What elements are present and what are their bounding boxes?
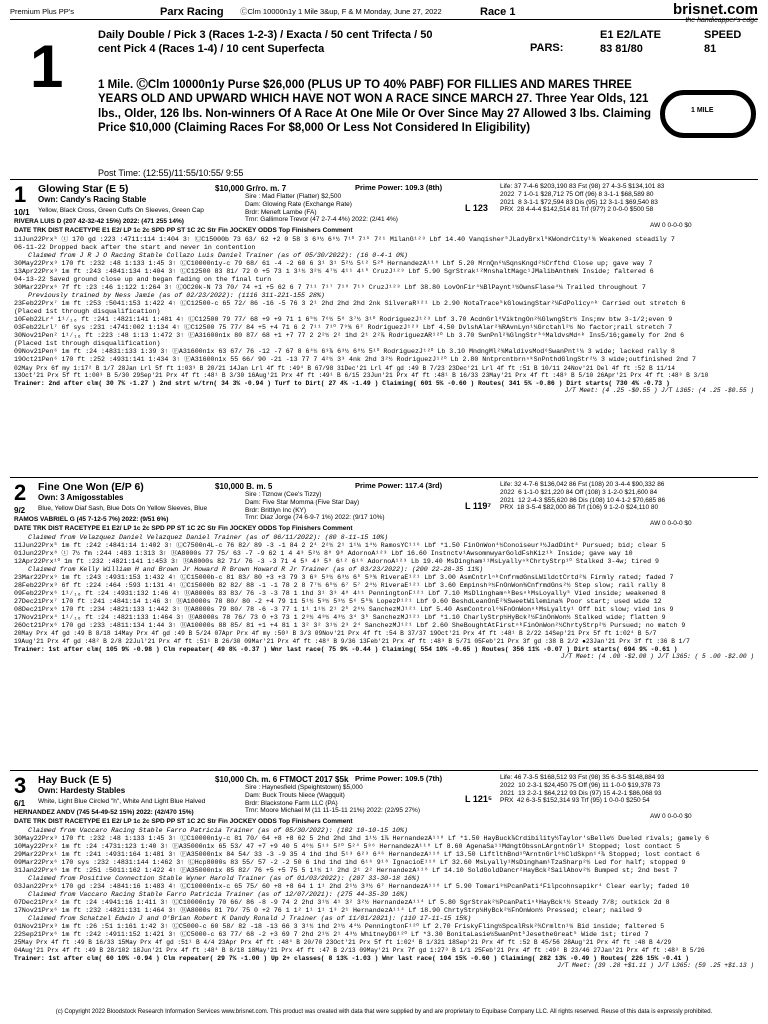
jockey-line: RIVERA LUIS D (207 42-32-42 15%) 2022: (471 255 14%) — [14, 218, 184, 225]
jockey-trainer-stats: J/T Meet: (39 .28 +$1.11 ) J/T L365: (59 .25 +$1.13 ) — [557, 962, 754, 970]
program-number: 2 — [14, 480, 27, 505]
prime-power: Prime Power: 109.3 (8th) — [355, 183, 443, 192]
pp-line: 01Nov21Prx³ 1m ft :26 :51 1:161 1:42 3↑ ⒸC5000-c 60 58/ 82 -18 -13 66 3 3¹½ 1hd 2¹½ 4⁴½ PenningtonF¹²⁰ Lf 2.70 FriskyFling½SpcalRsk²⅔Crmltn¹¼ Bid inside; faltered 5 — [14, 923, 665, 931]
claim-price: $10,000 Gr/ro. m. 7 — [215, 184, 287, 193]
pp-line: (Placed 1st through disqualification) — [14, 340, 161, 348]
surface-stats-aw: AW 0 0-0-0 $0 — [650, 813, 692, 820]
jockey-trainer-stats: J/T Meet: (4 .25 -$0.55 ) J/T L365: (4 .25 -$0.55 ) — [564, 387, 754, 395]
claim-price: $10,000 Ch. m. 6 FTMOCT 2017 $5k — [215, 775, 349, 784]
pp-line: 03Feb22Lrl⁷ 6f sys :231 :4741:002 1:134 4↑ ⒸC12500 75 77/ 84 +5 +4 71 6 2 7¹¹ 7¹⁰ 7⁹¾ 6⁷ RodriguezJ¹²³ Lbf 4.50 DvlshAlar²¾RAvnLyn¹¼Grctahl²½ No factor;rail stretch 7 — [14, 324, 673, 332]
pace-pars — [600, 28, 661, 57]
pp-line: 11Jun22Prx⁵ ⓣ 170 gd :223 :4711:114 1:404 3↑ ⒸC15000b 73 63/ 62 +2 0 58 3 6³½ 6⁶½ 7¹⁰ 7¹⁵ 7²¹ MilanG¹²³ Lbf 14.40 Vanqisher⁵JLadyBrxl⁵KWondrCity¹¾ Weakened steadily 7 — [14, 236, 675, 243]
morning-line-odds: 9/2 — [14, 506, 26, 515]
horse-name: Glowing Star (E 5) — [38, 183, 129, 195]
career-stats: Life: 46 7-3-5 $168,512 93 Fst (98) 35 6-3-5 $148,884 93 2022 10 2-3-1 $24,450 75 Off (96) 11 1-0-0 $19,378 73 2021 13 2-2-1 $64,212 93 Dis (97) 15 4-2-1 $86,068 93 PRX 42 6-3-5 $152,314 93 Trf (95) 1 0-0-0 $250 54 — [500, 774, 665, 805]
wager-list: Daily Double / Pick 3 (Races 1-2-3) / Exacta / 50 cent Trifecta / 50 cent Pick 4 (Races 1-4) / 10 cent Superfecta — [98, 29, 433, 56]
past-performance-lines — [14, 827, 754, 970]
pp-line: 30Nov21Pen² 1¹⁄₁₆ ft :223 :48 1:13 1:472 3↑ ⒻA31600n1x 80 87/ 68 +1 +7 77 2 2²½ 2² 1hd 2¹ 2²⅞ RodriguezAR¹²⁰ Lb 3.70 SwnPnl²¾GlngStr⁵⁶MaldvsMdⁿᵏ Ins5/16;gamely for 2nd 6 — [14, 332, 685, 340]
pars-label: PARS: — [530, 42, 564, 54]
pp-line: 30Mar22Prx⁶ 7f ft :23 :46 1:122 1:264 3↑ ⒸOC20k-N 73 70/ 74 +1 +5 62 6 7 7¹¹ 7¹⁷ 7¹⁸ 7¹⁹ CruzJ¹²³ Lbf 38.80 LovOnFir⁴¼BlPaynt¹½OwnsFlase⁴¼ Trailed throughout 7 — [14, 284, 646, 292]
pp-line: 10Feb22Lr⁴ 1¹⁄₁₆ ft :241 :4821:141 1:481 4↑ ⒸC12500 79 77/ 68 +9 +9 71 1 6⁵½ 7⁶½ 5⁸ 3⁷½ 3¹⁰ RodriguezJ¹²³ Lbf 3.70 AcdnGrl⁸ViktngOn²⅔GlwngStr½ Ins;mv btw 3-1/2;even 9 — [14, 316, 673, 324]
speed-heading: SPEED — [704, 29, 742, 41]
pace-values: 83 81/80 — [600, 43, 643, 56]
pp-line: 08Dec21Prx⁶ 170 ft :234 :4821:133 1:442 3↑ ⒷA8000s 79 80/ 78 -6 -3 77 1 1¹ 1¹½ 2¹ 2⁵ 2⁶½ SanchezMJ¹²¹ Lbf 5.40 AsmControl⁶¾FnOnWonⁿᵏMsLyalty¹ Off bit slow; vied ins 9 — [14, 606, 674, 614]
claim-note: Claimed from Positive Connection Stable Wyner Harold Trainer (as of 01/03/2022): (207 33-30-18 16%) — [28, 875, 420, 883]
workout-line: 25May Prx 4f ft :49 B 16/33 15May Prx 4f gd :51¹ B 4/4 23Apr Prx 4f ft :48⁴ B 20/70 23Oct'21 Prx 5f ft 1:02⁴ B 1/321 18Sep'21 Prx 4f ft :52 B 45/56 28Aug'21 Prx 4f ft :48 B 4/29 — [14, 939, 672, 947]
pp-line: 19Oct21Pen⁶ 170 ft :252 :4931:141 1:434 3↑ ⒻA31600n1x 55 66/ 90 -21 -13 77 7 4²½ 3³ 4nk 2hd 3²½ RodriguezJ¹²⁰ Lb 2.80 NntprcntbrnⁿᵏSnPnthdGlngStr²½ 3 wide;outfinished 2nd 7 — [14, 356, 696, 364]
program-number: 3 — [14, 773, 27, 798]
pp-line: 03Jan22Prx⁶ 170 gd :234 :4841:16 1:483 4↑ ⒸC10000n1x-c 65 75/ 60 +8 +8 64 1 1¹ 2hd 2¹½ 3³½ 6⁷ HernandezA¹¹⁸ Lf 5.90 Tomari³½PcanPati⁴Filpcohnsapikr⁴ Clear early; faded 10 — [14, 883, 690, 891]
workout-line: 20May Prx 4f gd :49 B 8/18 14May Prx 4f gd :49 B 5/24 07Apr Prx 4f my :50³ B 3/3 09Nov'21 Prx 4f ft :54 B 37/37 19Oct'21 Prx 4f ft :48¹ B 2/22 14Sep'21 Prx 5f ft 1:02⁴ B 5/7 — [14, 630, 657, 638]
brand-tagline: the handicapper's edge — [685, 17, 758, 24]
workout-line: 02May Prx 6f my 1:17² B 1/7 28Jan Lrl 5f ft 1:03³ B 20/21 14Jan Lrl 4f ft :49⁴ B 67/98 31Dec'21 Lrl 4f gd :49 B 7/23 23Dec'21 Lrl 4f ft :51 B 10/11 24Nov'21 Del 4f ft :52 B 11/14 — [14, 364, 675, 372]
race-number: 1 — [30, 33, 64, 100]
surface-stats-aw: AW 0 0-0-0 $0 — [650, 520, 692, 527]
horse-entry — [10, 180, 758, 478]
horse-name: Fine One Won (E/P 6) — [38, 481, 144, 493]
pp-line: 13Apr22Prx³ 1m ft :243 :4841:134 1:404 3↑ ⒸC12500 83 81/ 72 0 +5 73 1 3¹½ 3²½ 4⁷½ 4¹¹ 4¹⁵ CruzJ¹²³ Lbf 5.90 SgrStrak¹²MnshaltMagc¹JMalibAnthm¾ Inside; faltered 6 — [14, 268, 654, 276]
owner-name: Own: Candy's Racing Stable — [38, 195, 147, 204]
surface-stats-aw: AW 0 0-0-0 $0 — [650, 222, 692, 229]
claim-note: Previously trained by Ness Jamie (as of 02/23/2022): (1116 311-221-155 28%) — [28, 292, 325, 300]
race-conditions: 1 Mile. ⒸClm 10000n1y Purse $26,000 (PLUS UP TO 40% PABF) FOR FILLIES AND MARES THREE YEARS OLD AND UPWARD WHICH HAVE NOT WON A RACE SINCE MARCH 27. Three Year Olds, 121 lbs., Older, 126 lbs. Non-winners Of A Race At One Mile Or Over Since May 27 Allowed 3 lbs. Claiming Price $10,000 (Claiming Races For $8,000 Or Less Not Considered In Eligibility) — [98, 79, 652, 135]
pp-line: 07Dec21Prx² 1m ft :24 :4941:16 1:411 3↑ ⒸC10000n1y 70 66/ 86 -8 -9 74 2 2hd 3¹½ 4¹ 3² 3²½ HernandezA¹¹⁴ Lf 5.80 SgrStrak²½PcanPatiⁿᵏHayBck¹½ Steady 7/8; outkick 2d 8 — [14, 899, 670, 907]
pp-line: 30May22Prx³ 170 ft :232 :48 1:133 1:45 3↑ ⒸC10000n1y-c 79 68/ 61 -4 -2 60 6 3¹ 3¹ 5²½ 5¹² 5²⁰ HernandezA¹¹⁸ Lbf 5.20 MrnQn⁶¼SqnsKngd²½Crfthd Close up; gave way 7 — [14, 260, 653, 268]
jockey-trainer-stats: J/T Meet: (4 .00 -$2.00 ) J/T L365: ( 5 .00 -$2.00 ) — [560, 653, 754, 661]
speed-value: 81 — [704, 43, 717, 56]
claim-price: $10,000 B. m. 5 — [215, 482, 273, 491]
silks-description: Blue, Yellow Diaf Sash, Blue Dots On Yellow Sleeves, Blue — [38, 505, 208, 512]
brand-name: brisnet.com — [672, 1, 758, 18]
jockey-line: RAMOS VABRIEL G (45 7-12-5 7%) 2022: (9/51 6%) — [14, 516, 169, 523]
pp-line: 26Oct21Prx⁶ 170 gd :233 :4811:134 1:44 3↑ ⒷA10000s 88 85/ 81 +1 +4 81 1 3² 3² 3¹½ 2³ 2⁴ SanchezMJ¹²¹ Lbf 2.60 SheBoughtAtFirstⁿᵏFinOnWon²½ChrtyStrp²½ Pursued; no match 9 — [14, 622, 686, 630]
page-header — [10, 6, 758, 20]
workout-line: 19Aug'21 Prx 4f gd :48² B 2/8 22Jul'21 Prx 4f ft :51¹ B 26/30 09Mar'21 Prx 4f ft :48⁴ B 9/36 13Feb'21 Prx 4f ft :48³ B 5/71 05Feb'21 Prx 3f gd :38 B 2/2 ●23Jan'21 Prx 3f ft :36 B 1/7 — [14, 637, 690, 645]
pp-line: 28Feb22Prx³ 6f ft :224 :464 :593 1:131 4↑ ⒸC15000b 82 82/ 88 -1 -1 78 2 8 7⁷½ 6⁵½ 6⁷ 5⁷ 2⁴½ RiveraE¹²¹ Lbf 3.60 Empinsh³½FnOnWon¾CnfrmdGns²½ Step slow; rail rally 8 — [14, 582, 666, 590]
horse-entry — [10, 771, 758, 1024]
owner-name: Own: Hardesty Stables — [38, 786, 126, 795]
pp-line: 17Nov21Prx⁶ 1m ft :232 :4821:131 1:464 3↑ ⒷA8000s 81 79/ 75 0 +2 76 1 1² 1¹ 1¹ 1³ 2¹ HernandezA¹¹⁴ Lf 18.90 ChrtyStrp¼HyBck²½FnOnWon½ Pressed; clear; nailed 9 — [14, 907, 642, 915]
workout-line: 13Oct'21 Prx 5f ft 1:00³ B 5/30 29Sep'21 Prx 4f ft :48¹ B 3/30 16Aug'21 Prx 4f ft :49¹ B 6/15 23Jun'21 Prx 4f ft :48¹ B 16/33 23May'21 Prx 4f ft :48³ B 5/10 26Apr'21 Prx 4f ft :48³ B 3/10 — [14, 372, 709, 380]
workout-line: 04Aug'21 Prx 4f ft :49 B 28/102 18Jun'21 Prx 4f ft :48⁴ B 8/18 18May'21 Prx 4f ft :47 B 2/13 09May'21 Prx 7f gd 1:27³ B 1/1 25Feb'21 Prx 4f ft :49² B 23/46 27Jan'21 Prx 4f ft :48³ B 5/26 — [14, 947, 705, 954]
pp-line: 17Nov21Prx⁴ 1¹⁄₁₆ ft :24 :4821:133 1:464 3↑ ⒷA8000s 78 76/ 73 0 +3 73 1 2³½ 4³½ 4³½ 3⁴ 3⁵ SanchezMJ¹²¹ Lbf *1.10 CharlyStrp½HyBck²½FinOnWon½ Stalked wide; flatten 9 — [14, 614, 666, 622]
pp-line: 01Jun22Prx⁸ ⓣ 7½ fm :244 :483 1:313 3↑ ⒷA8000s 77 75/ 63 -7 -9 62 1 4 4³ 5²½ 8⁸ 9⁸ AdornoA¹²³ Lbf 16.60 Instnctv¹AwsomnwyarGoldFshKiz¹ᵏ Inside; gave way 10 — [14, 550, 633, 558]
horse-name: Hay Buck (E 5) — [38, 774, 112, 786]
track-name: Parx Racing — [160, 6, 224, 19]
pp-line: 09Nov21Pen⁶ 1m ft :24 :4831:133 1:39 3↑ ⒻA31600n1x 63 67/ 76 -12 -7 67 8 6⁴½ 6³⅞ 6³½ 6⁸½ 5¹⁰ RodriguezJ¹²⁰ Lb 3.10 MndngMl²¾MaldivsMod⁶SwanPnt¹¼ 3 wide; lacked rally 8 — [14, 348, 675, 356]
pp-line: 23Mar22Prx⁹ 1m ft :243 :4931:153 1:432 4↑ ⒸC15000b-c 81 83/ 80 +3 +3 79 3 6³ 5³½ 6³½ 6⁵ 5⁹¾ RiveraE¹²¹ Lbf 3.00 AsmCntrlⁿᵏCnfrmdGnsLWildctCrtd²¼ Firmly rated; faded 7 — [14, 574, 674, 582]
silks-description: Yellow, Black Cross, Green Cuffs On Sleeves, Green Cap — [38, 207, 204, 214]
weight-assignment: L 119⁷ — [465, 501, 492, 511]
claim-note: Claimed from Vaccaro Racing Stable Farro Patricia Trainer (as of 05/30/2022): (102 10-10-15 10%) — [28, 827, 408, 834]
pp-column-header: DATE TRK DIST RACETYPE E1 E2/ LP 1c 2c SPD PP ST 1C 2C Str Fin JOCKEY ODDS Top Finishers Comment — [14, 818, 353, 825]
trainer-stats: Trainer: 1st after clm( 105 9% -0.98 ) Clm repeater( 49 8% -0.37 ) Wnr last race( 75 9% -0.44 ) Claiming( 554 10% -0.65 ) Routes( 356 11% -0.07 ) Dirt starts( 694 9% -0.61 ) — [14, 645, 678, 653]
pp-line: 27Dec21Prx⁷ 170 ft :241 :4841:14 1:46 3↑ ⒷA10000s 78 80/ 80 -2 +4 79 11 5¹½ 5³½ 5³½ 5⁶ 5⁵¾ LopezP¹²¹ Lbf 9.60 BeshdLeanOnE²¾SweetWilemina¾ Poor start; used wide 12 — [14, 598, 662, 606]
pedigree-block: Sire : Haynesfield (Speightstown) $5,000 Dam: Buck Trouts Niece (Wagquit) Brdr: Blackstone Farm LLC (PA) Trnr: Moore Michael M (11 11-15-11 21%) 2022: (22/95 27%) — [245, 784, 420, 815]
product-name: Premium Plus PP's — [10, 7, 74, 17]
pp-line: 29Mar22Prx¹ 1m ft :241 :4931:164 1:481 3↑ ⒻA35000n1x 84 54/ 33 -3 -9 35 4 1hd 1hd 5¹³ 6²³ 6⁴⁶ HernandezA¹¹⁸ Lf 13.50 LiftlthBnd¹⁰ArntnGrl⁶½CldSkpn¹⁴⅞ Stopped; lost contact 6 — [14, 851, 700, 859]
past-performance-lines — [14, 534, 754, 661]
silks-description: White, Light Blue Circled "h", White And Light Blue Halved — [38, 798, 206, 805]
pp-line: 22Sep21Prx⁶ 1m ft :242 :4911:152 1:421 3↑ ⒸC5000-c 63 77/ 68 -2 +3 69 7 2hd 2¹½ 2¹ 4³½ WhitneyDG¹²⁰ Lf *3.30 BonitaLasie½SwanPnt⁵JesetheGreat⁵ Wide 1st; tired 7 — [14, 931, 649, 939]
pp-line: 06-11-22 Dropped back after the start and never in contention — [14, 244, 256, 252]
copyright-footer: (c) Copyright 2022 Bloodstock Research Information Services www.brisnet.com. This product was created with data that were supplied by and are proprietary to Equibase Company LLC. All rights reserved. Reuse of this data is expressly prohibited. — [55, 1009, 713, 1016]
claim-note: Claimed from Velazquez Daniel Velazquez Daniel Trainer (as of 06/11/2022): (80 8-11-15 10%) — [28, 534, 389, 541]
weight-assignment: L 123 — [465, 203, 488, 213]
pp-line: 31Jan22Prx⁶ 1m ft :251 :5011:162 1:422 4↑ ⒻA35000n1x 85 82/ 76 +5 +5 75 5 1¹½ 1¹ 2hd 2¹ 2² HernandezA¹¹⁸ Lf 14.10 SoldGoldDancr²HayBck²SailAbov²½ Bumped st; 2nd best 7 — [14, 867, 678, 875]
race-label: Race 1 — [480, 6, 516, 19]
jockey-line: HERNANDEZ ANDV (745 54-49-52 15%) 2022: (42/470 15%) — [14, 809, 194, 816]
track-distance-label: 1 MILE — [691, 107, 714, 114]
pace-heading: E1 E2/LATE — [600, 29, 661, 41]
track-diagram-icon — [660, 90, 756, 138]
race-summary: ⒸClm 10000n1y 1 Mile 3&up, F & M Monday, June 27, 2022 — [240, 7, 442, 17]
claim-note: Claimed from J R J O Racing Stable Collazo Luis Daniel Trainer (as of 05/30/2022): (16 0-4-1 0%) — [28, 252, 408, 260]
claim-note: Claimed from Kelly William H and Brown Jr Howard R Brown Howard R Jr Trainer (as of 03/23/2022): (200 22-28-35 11%) — [28, 566, 484, 574]
race-header — [10, 20, 758, 180]
trainer-stats: Trainer: 2nd after clm( 30 7% -1.27 ) 2nd strt w/trn( 34 3% -0.94 ) Turf to Dirt( 27 4% -1.49 ) Claiming( 601 5% -0.60 ) Routes( 341 5% -0.86 ) Dirt starts( 730 4% -0.73 ) — [14, 379, 670, 387]
weight-assignment: L 121⁵ — [465, 794, 493, 804]
pp-line: 30May22Prx³ 170 ft :232 :48 1:133 1:45 3↑ ⒸC10000n1y-c 81 70/ 64 +8 +8 62 5 2hd 2hd 1hd 1¹½ 1⅞ HernandezA¹¹⁸ Lf *1.50 HayBuck⅞Crdibility½Taylor'sBelle½ Dueled rivals; gamely 6 — [14, 835, 710, 843]
horse-entry — [10, 478, 758, 771]
pedigree-block: Sire : Tiznow (Cee's Tizzy) Dam: Five Star Momma (Five Star Day) Brdr: Brittlyn Inc (KY) Trnr: Diaz Jorge (74 6-9-7 1%) 2022: (9/17 10%) — [245, 491, 385, 522]
pp-column-header: DATE TRK DIST RACETYPE E1 E2/ LP 1c 2c SPD PP ST 1C 2C Str Fin JOCKEY ODDS Top Finishers Comment — [14, 227, 353, 234]
pp-line: 04-13-22 Saved ground close up and began fading on the final turn — [14, 276, 272, 284]
morning-line-odds: 10/1 — [14, 208, 30, 217]
pedigree-block: Sire : Mad Flatter (Flatter) $2,500 Dam: Glowing Rate (Exchange Rate) Brdr: Meneft Lambe (FA) Trnr: Gallimore Trevor (47 2-7-4 4%) 2022: (2/41 4%) — [245, 193, 398, 224]
trainer-stats: Trainer: 1st after clm( 60 10% -0.94 ) Clm repeater( 29 7% -1.00 ) Up 2+ classes( 8 13% -1.03 ) Wnr last race( 104 15% -0.60 ) Claiming( 282 13% -0.49 ) Routes( 226 15% -0.41 ) — [14, 954, 689, 962]
claim-note: Claimed from Schatzel Edwin J and O'Brian Robert K Dandy Ronald J Trainer (as of 11/01/2021): (110 17-11-15 15%) — [28, 915, 472, 923]
pp-line: (Placed 1st through disqualification) — [14, 308, 161, 316]
pp-line: 11Jun22Prx⁵ 1m ft :242 :4841:14 1:402 3↑ ⒸC7500n4L-c 76 82/ 89 -3 -1 84 2 2⁴ 2²½ 2¹ 1¹¼ 1⁴½ RamosYC¹¹⁶ Lbf *1.50 FinOnWon⁴½Conoiseur³½JadDiht⁴ Pursued; bid; clear 5 — [14, 542, 666, 550]
past-performance-lines — [14, 236, 754, 395]
career-stats: Life: 32 4-7-6 $136,042 86 Fst (108) 20 3-4-4 $90,332 86 2022 6 1-1-0 $21,220 84 Off (108) 3 1-2-0 $21,600 84 2021 12 2-4-3 $55,620 86 Dis (108) 10 4-1-2 $70,685 86 PRX 18 3-5-4 $82,000 86 Trf (106) 9 1-2-0 $24,110 80 — [500, 481, 666, 512]
claim-note: Claimed from Vaccaro Racing Stable Farro Patricia Trainer (as of 12/07/2021): (275 44-35-39 16%) — [28, 891, 408, 899]
pp-line: 09Mar22Prx⁶ 170 sys :232 :4831:144 1:462 3↑ ⒸHcp8000s 83 55/ 57 -2 -2 50 6 1hd 1hd 1hd 6¹⁶ 9¹⁸ IgnacioE¹¹⁸ Lf 32.60 MsLyally¹MsDingham¹TzaSharp²½ Led for half; stopped 9 — [14, 859, 686, 867]
morning-line-odds: 6/1 — [14, 799, 26, 808]
prime-power: Prime Power: 117.4 (3rd) — [355, 481, 443, 490]
pp-line: 23Feb22Prx⁷ 1m ft :253 :5041:153 1:422 4↑ ⒸC12500-c 65 72/ 86 -16 -5 76 3 2¹ 2hd 2hd 2hd 2nk SilveraR¹²¹ Lb 2.90 NotaTrace⁵kGlowingStar²¼FdPolicyⁿᵏ Carried out stretch 6 — [14, 300, 686, 308]
horse-list — [10, 180, 758, 1024]
prime-power: Prime Power: 109.5 (7th) — [355, 774, 443, 783]
pp-line: 09Feb22Prx⁶ 1¹⁄₁₆ ft :24 :4931:132 1:46 4↑ ⒷA8000s 83 83/ 76 -3 -3 78 1 1hd 3¹ 3³ 4⁸ 4¹¹ PenningtonF¹²¹ Lbf 7.10 MsDlinghamⁿᵏBesⁿᵏMsLoyally⁵ Vied inside; weakened 8 — [14, 590, 666, 598]
owner-name: Own: 3 Amigosstables — [38, 493, 124, 502]
post-time: Post Time: (12:55)/11:55/10:55/ 9:55 — [98, 168, 244, 178]
pp-column-header: DATE TRK DIST RACETYPE E1 E2/ LP 1c 2c SPD PP ST 1C 2C Str Fin JOCKEY ODDS Top Finishers Comment — [14, 525, 353, 532]
pp-line: 12Apr22Prx¹⁰ 1m ft :232 :4821:141 1:453 3↑ ⒷA8000s 82 71/ 76 -3 -3 71 4 5³ 4³ 5⁸ 6¹² 6¹⁶ AdornoA¹²³ Lb 19.40 MsDingham¹¹MsLyallyⁿᵏChrtyStrp¹⁰ Stalked 3-4w; tired 9 — [14, 558, 659, 566]
program-number: 1 — [14, 182, 27, 207]
speed-par — [704, 28, 741, 57]
career-stats: Life: 37 7-4-6 $203,190 83 Fst (98) 27 4-3-5 $134,101 83 2022 7 1-0-1 $28,712 75 Off (96) 8 3-1-1 $68,589 80 2021 8 3-1-1 $72,594 83 Dis (95) 12 3-1-1 $69,540 83 PRX 28 4-4-4 $142,514 81 Trf (97?) 2 0-0-0 $500 58 — [500, 183, 665, 214]
pp-line: 10May22Prx² 1m ft :24 :4731:123 1:40 3↑ ⒻA35000n1x 65 53/ 47 +7 +9 40 5 4⁶½ 5¹³ 5²⁰ 5²⁴ 5³⁶ HernandezA¹¹⁸ Lf 8.60 AgenaSa¹¹MdngtObssnLArgntnGrl³ Stopped; lost contact 5 — [14, 843, 681, 851]
